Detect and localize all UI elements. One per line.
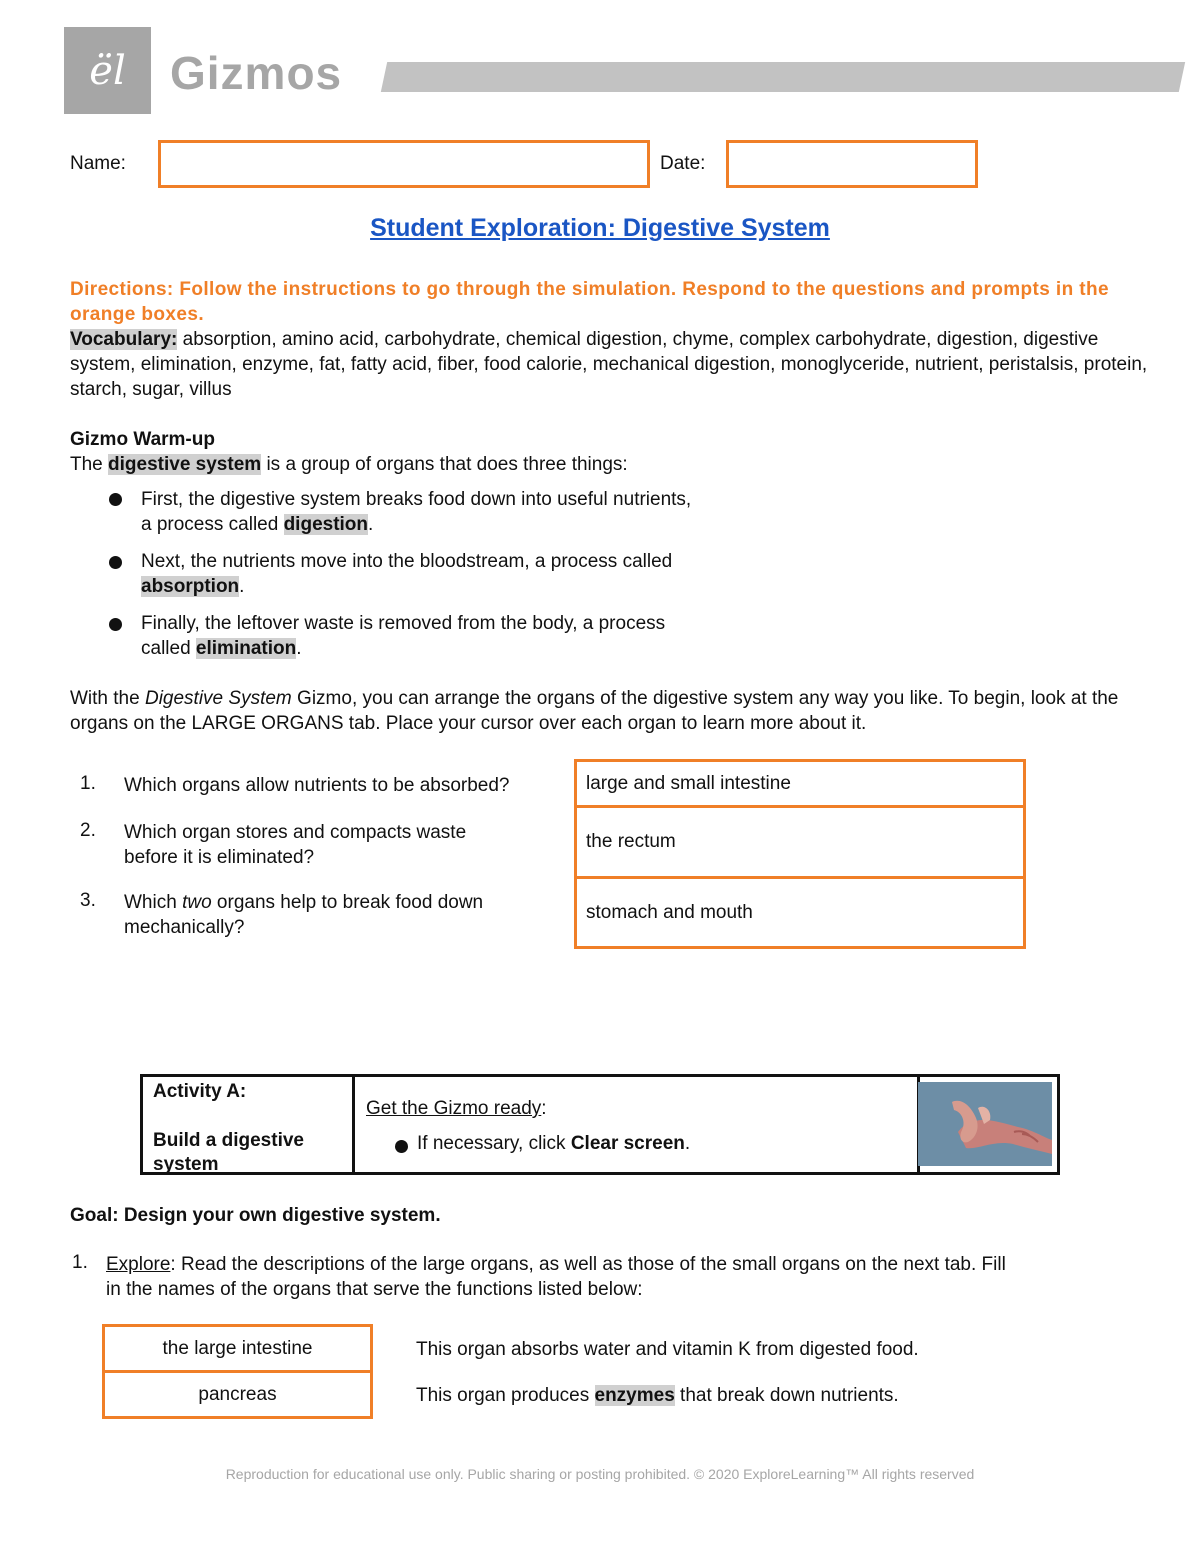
- explore-paragraph: Explore: Read the descriptions of the large organs, as well as those of the small organs on the next tab. Fill in the names of the organs that serve the functions listed below:: [106, 1254, 1006, 1300]
- page-title: Student Exploration: Digestive System: [370, 214, 830, 242]
- warmup-bullet-2: Next, the nutrients move into the bloodstream, a process called absorption.: [141, 551, 673, 597]
- explore-number: 1.: [72, 1252, 88, 1273]
- term-elimination: elimination: [195, 638, 297, 659]
- bullet-dot-icon: [109, 618, 122, 631]
- goal-text: Goal: Design your own digestive system.: [70, 1205, 441, 1226]
- explorelearning-logo: ël: [64, 27, 151, 114]
- organ-function-2: This organ produces enzymes that break down nutrients.: [416, 1385, 899, 1406]
- vocabulary-terms: absorption, amino acid, carbohydrate, chemical digestion, chyme, complex carbohydrate, digestion, digestive system, elimination, enzyme, fat, fatty acid, fiber, food calorie, mechanical digestion, monoglyceride, nutrient, peristalsis, protein, starch, sugar, villus: [70, 329, 1148, 400]
- footer-copyright: Reproduction for educational use only. Public sharing or posting prohibited. © 2020 ExploreLearning™ All rights reserved: [225, 1466, 975, 1482]
- bullet-dot-icon: [109, 556, 122, 569]
- digestive-organ-thumbnail: [918, 1082, 1052, 1166]
- activity-label: Activity A:: [153, 1081, 247, 1102]
- answer-box-2[interactable]: the rectum: [574, 805, 1026, 879]
- clear-screen-term: Clear screen: [570, 1133, 685, 1154]
- vocabulary-paragraph: [70, 327, 1150, 402]
- answer-box-3[interactable]: stomach and mouth: [574, 876, 1026, 949]
- date-label: Date:: [660, 153, 706, 174]
- term-absorption: absorption: [141, 576, 240, 597]
- warmup-intro: The digestive system is a group of organs that does three things:: [70, 454, 628, 475]
- question-2-number: 2.: [80, 820, 96, 841]
- organ-answer-box-1[interactable]: the large intestine: [102, 1324, 373, 1373]
- bullet-dot-icon: [395, 1140, 408, 1153]
- question-3-text: Which two organs help to break food down mechanically?: [124, 892, 484, 938]
- date-field[interactable]: [726, 140, 978, 188]
- activity-step: If necessary, click Clear screen.: [417, 1133, 691, 1154]
- gizmos-logo-text: Gizmos: [170, 47, 343, 99]
- gizmo-intro-paragraph: With the Digestive System Gizmo, you can arrange the organs of the digestive system any way you like. To begin, look at the organs on the LARGE ORGANS tab. Place your cursor over each organ to learn more about it.: [70, 688, 1119, 734]
- organ-answer-box-2[interactable]: pancreas: [102, 1370, 373, 1419]
- gizmo-ready-label: Get the Gizmo ready:: [366, 1098, 547, 1119]
- answer-box-1[interactable]: large and small intestine: [574, 759, 1026, 808]
- term-digestion: digestion: [283, 514, 369, 535]
- question-2-text: Which organ stores and compacts waste before it is eliminated?: [124, 822, 467, 868]
- warmup-heading: Gizmo Warm-up: [70, 429, 215, 450]
- vocabulary-label: Vocabulary:: [70, 329, 178, 350]
- activity-name: Build a digestive system: [153, 1130, 304, 1175]
- question-1-text: Which organs allow nutrients to be absorbed?: [124, 775, 510, 796]
- warmup-bullet-3: Finally, the leftover waste is removed from the body, a process called elimination.: [141, 613, 666, 659]
- header-bar: [381, 62, 1185, 92]
- organ-function-1: This organ absorbs water and vitamin K from digested food.: [416, 1339, 919, 1360]
- term-enzymes: enzymes: [594, 1385, 675, 1406]
- activity-instructions-cell: [355, 1077, 920, 1172]
- name-field[interactable]: [158, 140, 650, 188]
- directions-text: Directions: Follow the instructions to go through the simulation. Respond to the questions and prompts in the orange boxes.: [70, 279, 1109, 325]
- bullet-dot-icon: [109, 493, 122, 506]
- explore-label: Explore: [106, 1254, 171, 1275]
- question-3-number: 3.: [80, 890, 96, 911]
- name-label: Name:: [70, 153, 126, 174]
- question-1-number: 1.: [80, 773, 96, 794]
- warmup-bullet-1: First, the digestive system breaks food down into useful nutrients, a process called digestion.: [141, 489, 692, 535]
- activity-label-cell: [143, 1077, 355, 1175]
- term-digestive-system: digestive system: [108, 454, 262, 475]
